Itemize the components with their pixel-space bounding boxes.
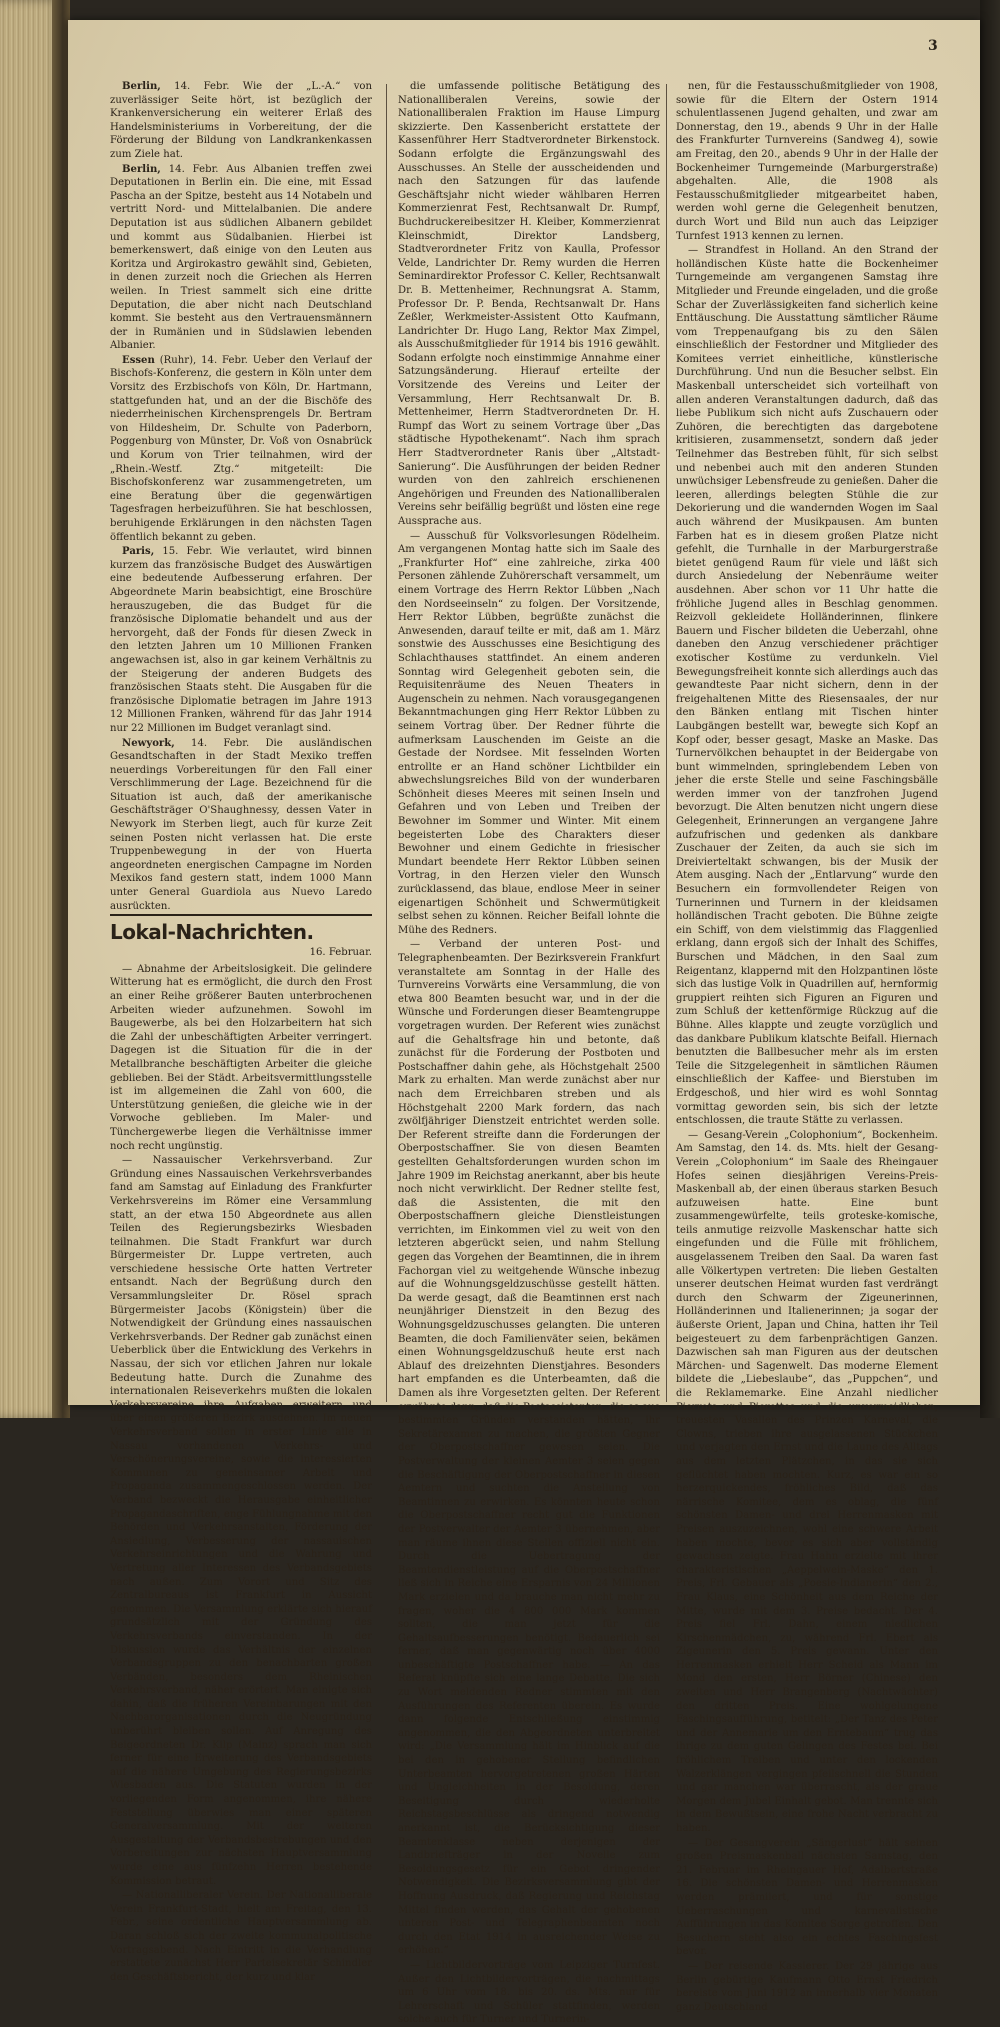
paragraph-text: — Lichtbildervorträge vom Leipziger Turnfest. Außer den Lichtbildervorträgen, die nachmittags um 6 Uhr vom 18. bis 20. ds. Mts. nur für Lehrerschaft und Schüler stattfinden, werden solche auch für Turner und Turnerin- (398, 1959, 660, 2026)
paragraph-text: — Nationalliberaler Verein. Der Nationalliberale Verein Frankfurt-Stadt, hielt am Freitag, den 13. Febr., seine ordentliche Hauptversammlung ab. Daran schloß sich der zweite kommunalpolitische Vortragsabend. Nach Eintritt in die Verhandlung erstattete zunächst Herr Parteisekretär Schindler den Geschäftsbericht, der kurz und klar (110, 1890, 372, 1983)
article-paragraph (110, 963, 372, 1153)
article-paragraph (398, 1959, 660, 2027)
paragraph-text: — Nassauischer Verkehrsverband. Zur Gründung eines Nassauischen Verkehrsverbandes fand am Samstag auf Einladung des Frankfurter Verkehrsvereins im Römer eine Versammlung statt, an der etwa 150 Abgeordnete aus allen Teilen des Regierungsbezirks Wiesbaden teilnahmen. Die Stadt Frankfurt war durch Bürgermeister Dr. Luppe vertreten, auch verschiedene hessische Orte hatten Vertreter entsandt. Nach der Begrüßung durch den Versammlungsleiter Dr. Rösel sprach Bürgermeister Jacobs (Königstein) über die Notwendigkeit der Gründung eines nassauischen Verkehrsverbands. Der Redner gab zunächst einen Ueberblick über die Entwicklung des Verkehrs in Nassau, der sich vor etlichen Jahren nur lokale Bedeutung hatte. Durch die Zunahme des internationalen Reiseverkehrs mußten die lokalen Verkehrsvereine ihre Aufgaben erweitern und über einen größeren Bezirk ausdehnen. Im neuen Verkehrsverband sollen in erster Linie alle in Nassau vorhandenen Verkehrs- und Verschönerungsvereine, sowie die interessierten Kommunen zu gemeinsamer Arbeit und Propaganda zusammengeschlossen werden. Der Verband bezweckt die Herausgabe einheitlicher Propagandaschriften, enge Fühlungnahme mit den Behörden und Verkehrsanstalten, Förderung der Ansiedlung, Verbesserung der nassauischen Verkehrseinrichtungen und die Wahrung und Vertretung aller Interessen des Verbandsgebiets nach außen. Zum Vorort und Sitz des Zentralbureaus ist Frankfurt in Aussicht genommen. Die Versammlung erklärte sich hierauf grundsätzlich mit der Gründung des Verkehrsverbands einverstanden. In der Diskussion wurde das Verhältnis der einzelnen Verbandsgruppen zu den benachbarten großen Verbänden, besonders dem Rheinischen Verkehrsverband, näher erörtert. Man einigte sich dahin, daß die früheren Vereinbarungen mit den Nachbarorganisationen durch die Neugründung unberührt bleiben sollen. Auf Anregung des Beigeordneten Dr. Kilp (Mainz) sprach man sich ferner für eine Erweiterung des Verbandsgebiets auf die nähere Umgebung des Regierungsbezirks Wiesbaden aus. Die Statuten wurden in der vorliegenden Form angenommen, ihre nähere Feststellung überwies man einer späteren Generalversammlung. Mit der weiteren Ausgestaltung der Verbandsbestrebungen und den Vorbereitungen zur nächsten Hauptversammlung wurde eine aus fünfzehn Herren bestehende Kommission betraut. (110, 1155, 372, 1887)
scan-background-edge (980, 0, 1000, 1418)
column-3 (676, 80, 938, 2013)
column-rule-2 (666, 84, 667, 1402)
paragraph-text: — Abnahme der Arbeitslosigkeit. Die gelindere Witterung hat es ermöglicht, die durch den Frost an einer Reihe größerer Bauten unterbrochenen Arbeiten wieder aufzunehmen. Sowohl im Baugewerbe, als bei den Holzarbeitern hat sich die Zahl der unbeschäftigten Arbeiter verringert. Dagegen ist die Situation für die in der Metallbranche beschäftigten Arbeiter die gleiche geblieben. Bei der Städt. Arbeitsvermittlungsstelle ist im allgemeinen die Zahl von 600, die Unterstützung genießen, die gleiche wie in der Vorwoche geblieben. Im Maler- und Tünchergewerbe liegen die Verhältnisse immer noch recht ungünstig. (110, 963, 372, 1152)
article-paragraph (110, 1154, 372, 1888)
article-paragraph (676, 1129, 938, 1836)
paragraph-text: (Ruhr), 14. Febr. Ueber den Verlauf der Bischofs-Konferenz, die gestern in Köln unter dem Vorsitz des Erzbischofs von Köln, Dr. Hartmann, stattgefunden hat, und an der die Bischöfe des niederrheinischen Kirchensprengels Dr. Bertram von Hildesheim, Dr. Schulte von Paderborn, Poggenburg von Münster, Dr. Voß von Osnabrück und Korum von Trier teilnahmen, wird der „Rhein.-Westf. Ztg.“ mitgeteilt: Die Bischofskonferenz war zusammengetreten, um eine Beratung über die gegenwärtigen Tagesfragen herbeizuführen. Sie hat beschlossen, beruhigende Erklärungen in den nächsten Tagen öffentlich bekannt zu geben. (110, 354, 372, 543)
paragraph-text: — Strandfest in Holland. An den Strand der holländischen Küste hatte die Bockenheimer Turngemeinde am vergangenen Samstag ihre Mitglieder und Freunde eingeladen, und die große Schar der Zuverlässigkeiten fand sicherlich keine Enttäuschung. Die Ausstattung sämtlicher Räume vom Treppenaufgang bis zu den Sälen einschließlich der Festordner und Mitglieder des Komitees verriet einheitliche, künstlerische Durchführung. Und nun die Besucher selbst. Ein Maskenball unterscheidet sich vorteilhaft von allen anderen Veranstaltungen dadurch, daß das liebe Publikum sich nicht aufs Zuschauern oder Zuhören, die berechtigten das dargebotene kritisieren, zusammensetzt, sondern daß jeder Teilnehmer das Bestreben fühlt, für sich selbst und nebenbei auch mit den anderen Stunden unwüchsiger Lebensfreude zu genießen. Daher die leeren, allerdings belegten Stühle die zur Dekorierung und die wandernden Wogen im Saal auch während der Musikpausen. Am bunten Farben hat es in diesem großen Platze nicht gefehlt, die Turnhalle in der Marburgerstraße bietet genügend Raum für viele und läßt sich durch Ansiedelung der Nebenräume weiter ausdehnen. Aber schon vor 11 Uhr hatte die fröhliche Jugend alles in Beschlag genommen. Reizvoll gekleidete Holländerinnen, flinkere Bauern und Fischer bildeten die Ueberzahl, ohne daneben den Anzug verschiedener prächtiger exotischer Kostüme zu verdunkeln. Viel Bewegungsfreiheit konnte sich allerdings auch das gewandteste Paar nicht sichern, denn in der freigehaltenen Mitte des Riesensaales, der nur den Bänken entlang mit Tischen hinter Laubgängen bestellt war, bewegte sich Kopf an Kopf oder, besser gesagt, Maske an Maske. Das Turnervölkchen behauptet in der Beidergabe von bunt wimmelnden, springlebendem Leben von jeher die erste Stelle und seine Faschingsbälle werden immer von der tanzfrohen Jugend bevorzugt. Die Alten benutzen nicht ungern diese Gelegenheit, Erinnerungen an vergangene Jahre aufzufrischen und gedenken als dankbare Zuschauer der Zeiten, da auch sie sich im Dreivierteltakt schwangen, bis der Musik der Atem ausging. Nach der „Entlarvung“ wurde den Besuchern ein formvollendeter Reigen von Turnerinnen und Turnern in der kleidsamen holländischen Tracht geboten. Die Bühne zeigte ein Schiff, von dem vielstimmig das Flaggenlied erklang, dann ergoß sich der Inhalt des Schiffes, Burschen und Mädchen, in den Saal zum Reigentanz, klappernd mit den Holzpantinen löste sich das lustige Volk in Quadrillen auf, hernformig gruppiert reihten sich Figuren an Figuren und zum Schluß der kettenförmige Rückzug auf die Bühne. Alles klappte und zeugte vorzüglich und das dankbare Publikum klatschte Beifall. Hiernach benutzten die Ballbesucher mehr als im ersten Teile die Sitzgelegenheit in sämtlichen Räumen einschließlich der Kaffee- und Bierstuben im Erdgeschoß, und hier wird es wohl Sonntag vormittag geworden sein, bis sich der letzte entschlossen, die traute Stätte zu verlassen. (676, 245, 938, 1127)
section-date: 16. Februar. (309, 947, 372, 959)
article-paragraph (110, 737, 372, 914)
article-paragraph (110, 1889, 372, 1984)
dateline: Paris, (122, 546, 155, 558)
dateline: Berlin, (122, 81, 161, 92)
article-paragraph (676, 1960, 938, 2014)
article-paragraph (676, 1837, 938, 1959)
column-1 (110, 80, 372, 1983)
article-paragraph (110, 354, 372, 544)
section-heading: Lokal-Nachrichten. (110, 914, 372, 945)
paragraph-text: 14. Febr. Die ausländischen Gesandtschaften in der Stadt Mexiko treffen neuerdings Vorbereitungen für den Fall einer Verschlimmerung der Lage. Bezeichnend für die Situation ist auch, daß der amerikanische Geschäftsträger O'Shaughnessy, dessen Vater in Newyork im Sterben liegt, auch für kurze Zeit seinen Posten nicht verlassen hat. Die erste Truppenbewegung in der von Huerta angeordneten energischen Campagne im Norden Mexikos fand gestern statt, indem 1000 Mann unter General Guardiola aus Nuevo Laredo ausrückten. (110, 737, 372, 912)
paragraph-text: die umfassende politische Betätigung des Nationalliberalen Vereins, sowie der Nationalliberalen Fraktion im Hause Limpurg skizzierte. Den Kassenbericht erstattete der Kassenführer Herr Stadtverordneter Birkenstock. Sodann erfolgte die Ergänzungswahl des Ausschusses. An Stelle der ausscheidenden und nach den Satzungen für das laufende Geschäftsjahr nicht wieder wählbaren Herren Kommerzienrat Fest, Rechtsanwalt Dr. Rumpf, Buchdruckereibesitzer H. Kleiber, Kommerzienrat Kleinschmidt, Direktor Landsberg, Stadtverordneter Fritz von Kaulla, Professor Velde, Landrichter Dr. Remy wurden die Herren Seminardirektor Professor C. Keller, Rechtsanwalt Dr. B. Mettenheimer, Rechnungsrat A. Stamm, Professor Dr. P. Benda, Rechtsanwalt Dr. Hans Zeßler, Werkmeister-Assistent Otto Kaufmann, Landrichter Dr. Hugo Lang, Rektor Max Zimpel, als Ausschußmitglieder für 1914 bis 1916 gewählt. Sodann erfolgte noch einstimmige Annahme einer Satzungsänderung. Hierauf erteilte der Vorsitzende des Vereins und Leiter der Versammlung, Herr Rechtsanwalt Dr. B. Mettenheimer, Herrn Stadtverordneten Dr. H. Rumpf das Wort zu seinem Vortrage über „Das städtische Hypothekenamt“. Nach ihm sprach Herr Stadtverordneter Ranis über „Altstadt-Sanierung“. Die Ausführungen der beiden Redner wurden von den zahlreich erschienenen Angehörigen und Freunden des Nationalliberalen Vereins sehr beifällig begrüßt und lösten eine rege Aussprache aus. (398, 81, 660, 527)
paragraph-text: — Der reisende Kassierer. Der 29 jährige aus Berlin gebürtige Kaufmann Otto Ernst Friedrich bereiste vom Juni 1912 an innerhalb vier Monaten ganz Deutschland (676, 1960, 938, 2013)
article-paragraph (398, 530, 660, 938)
newspaper-page (68, 20, 980, 2026)
article-paragraph (398, 938, 660, 1958)
article-paragraph (676, 80, 938, 243)
article-paragraph (676, 244, 938, 1128)
dateline: Essen (122, 354, 155, 366)
paragraph-text: — Ausschuß für Volksvorlesungen Rödelheim. Am vergangenen Montag hatte sich im Saale des „Frankfurter Hof“ eine zahlreiche, zirka 400 Personen zählende Zuhörerschaft versammelt, um einem Vortrage des Herrn Rektor Lübben „Nach den Nordseeinseln“ zu folgen. Der Vorsitzende, Herr Rektor Lübben, begrüßte zunächst die Anwesenden, darauf teilte er mit, daß am 1. März sonstwie des Ausschusses eine Besichtigung des Schlachthauses stattfindet. An einem anderen Sonntag wird Gelegenheit geboten sein, die Requisitenräume des Neuen Theaters in Augenschein zu nehmen. Nach vorausgegangenen Bekanntmachungen ging Herr Rektor Lübben zu seinem Vortrag über. Der Redner führte die aufmerksam Lauschenden im Geiste an die Gestade der Nordsee. Mit fesselnden Worten entrollte er an Hand schöner Lichtbilder ein abwechslungsreiches Bild von der wunderbaren Schönheit dieses Meeres mit seinen Inseln und Gefahren und von Leben und Treiben der Bewohner im Sommer und Winter. Mit einem begeisterten Lobe des Charakters dieser Bewohner und einem Gedichte in friesischer Mundart beendete Herr Rektor Lübben seinen Vortrag, in den Herzen vieler den Wunsch zurücklassend, das blaue, endlose Meer in seiner eigenartigen Schönheit und Schwermütigkeit selbst sehen zu können. Reicher Beifall lohnte die Mühe des Redners. (398, 530, 660, 936)
article-paragraph (110, 80, 372, 162)
column-2 (398, 80, 660, 2026)
dateline: Berlin, (122, 163, 161, 175)
column-rule-1 (386, 84, 387, 1402)
article-paragraph (110, 163, 372, 353)
paragraph-text: — Gesang-Verein „Colophonium“, Bockenheim. Am Samstag, den 14. ds. Mts. hielt der Gesang-Verein „Colophonium“ im Saale des Rheingauer Hofes seinen diesjährigen Vereins-Preis-Maskenball ab, der einen überaus starken Besuch aufzuweisen hatte. Eine bunt zusammengewürfelte, teils groteske-komische, teils anmutige reizvolle Maskenschar hatte sich eingefunden und die Fülle mit fröhlichem, ausgelassenem Treiben den Saal. Da waren fast alle Völkertypen vertreten: Die lieben Gestalten unserer deutschen Heimat wurden fast verdrängt durch den Schwarm der Zigeunerinnen, Holländerinnen und Italienerinnen; ja sogar der äußerste Orient, Japan und China, hatten ihr Teil beigesteuert zu dem farbenprächtigen Ganzen. Dazwischen sah man Figuren aus der deutschen Märchen- und Sagenwelt. Das moderne Element bildete die „Liebeslaube“, das „Puppchen“, und die Reklamemarke. Eine Anzahl niedlicher Pierrots und Pierettes und die unvermeidlichen, treuesten Vasallen des Prinzen Karneval, die Clowns, trieben ihre ausgelassenen Stückchen und verjagten den Ernst und die Laune des Alltags aus dem letzten Plätzchen, in das sie sich geflüchtet haben mochten. Kurz, es war ein so herzerquickendes, fröhliches Bild, daß das närrische Komitee, dem es oblag, die fünf schönsten Damen- und drei Herrenmasken mit Preisen auszuzeichnen, wohl eine schwere Arbeit haben mochte, bevor es sich aber vollständig gewachsen zeigte. Frau Hahn erzielte mit ihrer charakteristischen „Aeppelwein-Maske“ den 1. Preis, Frl. Gebauer als „Poesie-Indianerin“ den 2., Frau Klaus, eine Schönheit aus dem Reiche der Mitte, wurde mit dem 3. Preise bedacht. Der 4. Preis fiel Frl. Dahn, einem niedlichen Kirschenmädchen, zu, während Frl. Ebert als Zigeunerin den 5. Preis gewann. Unter den Herrenmasken erhielt Herr Scheid als Mann im Mond den ersten, Herr Börner (Chinese) den zweiten und Herr Brangenberg (Nachtwächter) den dritten Preis. Eine wohlgelungene Faschingsaufführung, betitelt: „Der Tanz des Peter und der Annemarie um den Erntebaum“ trug das ihrige zu dem guten Gelingen des Festes bei. Bei fröhlichem Treiben und unter den lockenden Walzerklängen vergingen pfeilschnell die Stunden und gar manchen war überrascht, als der graue Morgen dem Jubel Einhalt gebot. Man trennte sich in dem Bewußtsein, eine frohe Nacht verbracht zu haben. (676, 1129, 938, 1834)
article-paragraph (398, 80, 660, 529)
paragraph-text: — Der Gesangverein „Sängerlust“ hält seinen großen Preismaskenball nächsten Samstag, den 21. Februar im Rheingauer Hof, Adalbertstraße 16. Die schönsten Damen- und Herrenmasken werden prämiiert, und für sonstige Ueberraschungen und karnevalistische Aufführungen in das Komitee Sorge getroffen. Den Besuchern steht also ein echtes Faschingsfest bevor. (676, 1837, 938, 1958)
paragraph-text: nen, für die Festausschußmitglieder von 1908, sowie für die Eltern der Ostern 1914 schulentlassenen Jugend gehalten, und zwar am Donnerstag, den 19., abends 9 Uhr in der Halle des Frankfurter Turnvereins (Sandweg 4), sowie am Freitag, den 20., abends 9 Uhr in der Halle der Bockenheimer Turngemeinde (Marburgerstraße) abgehalten. Alle, die 1908 als Festausschußmitglieder mitgearbeitet haben, werden wohl gerne die Gelegenheit benutzen, durch Wort und Bild nun auch das Leipziger Turnfest 1913 kennen zu lernen. (676, 81, 938, 242)
page-number: 3 (928, 38, 938, 54)
paragraph-text: 14. Febr. Wie der „L.-A.“ von zuverlässiger Seite hört, ist bezüglich der Krankenversicherung ein weiterer Erlaß des Handelsministeriums in Vorbereitung, der die Förderung der Bildung von Landkrankenkassen zum Ziele hat. (110, 81, 372, 160)
dateline: Newyork, (122, 737, 175, 749)
paragraph-text: 14. Febr. Aus Albanien treffen zwei Deputationen in Berlin ein. Die eine, mit Essad Pascha an der Spitze, besteht aus 14 Notabeln und vertritt Nord- und Mittelalbanien. Die andere Deputation ist aus südlichen Albanern gebildet und kommt aus Südalbanien. Hierbei ist bemerkenswert, daß einige von den Leuten aus Koritza und Argirokastro gewählt sind, Gebieten, in denen zurzeit noch die Griechen als Herren weilen. In Triest sammelt sich eine dritte Deputation, die aber nicht nach Deutschland kommt. Sie besteht aus den Vertrauensmännern der in Rumänien und in Südslawien lebenden Albanier. (110, 163, 372, 352)
paragraph-text: — Verband der unteren Post- und Telegraphenbeamten. Der Bezirksverein Frankfurt veranstaltete am Sonntag in der Halle des Turnvereins Vorwärts eine Versammlung, die von etwa 800 Beamten besucht war, und in der die Wünsche und Forderungen dieser Beamtengruppe vorgetragen wurden. Der Referent wies zunächst auf die Gehaltsfrage hin und betonte, daß zunächst für die Forderung der Postboten und Postschaffner dahin gehe, als Höchstgehalt 2500 Mark zu erhalten. Man werde zunächst aber nur nach dem Erreichbaren streben und als Höchstgehalt 2200 Mark fordern, das nach zwölfjähriger Dienstzeit entrichtet werden solle. Der Referent streifte dann die Forderungen der Oberpostschaffner. Sie von diesen Beamten gestellten Gehaltsforderungen wurden schon im Jahre 1909 im Reichstag anerkannt, aber bis heute noch nicht verwirklicht. Der Redner stellte fest, daß die Assistenten, die mit den Oberpostschaffnern gleiche Dienstleistungen verrichten, im Einkommen viel zu weit von den letzteren abgerückt seien, und nahm Stellung gegen das Vorgehen der Beamtinnen, die in ihrem Fachorgan viel zu weitgehende Wünsche inbezug auf die Wohnungsgeldzuschüsse gestellt hätten. Da werde gesagt, daß die Beamtinnen erst nach neunjähriger Dienstzeit in den Bezug des Wohnungsgeldzuschusses gelangten. Die unteren Beamten, die doch Familienväter seien, bekämen einen Wohnungsgeldzuschuß heute erst nach Ablauf des dreizehnten Dienstjahres. Besonders hart empfanden es die Unterbeamten, daß die Damen als ihre Vorgesetzten gelten. Der Referent erwähnte dann, daß die Postassistenten, die es aus bestimmten Gründen verstanden hätten, ihr Sekretärexamen zu machen, die größten Gegner der Oberpostschaffner gewesen seien. Die Postverwaltung der kleinen Aemter 3 seien gegen die Beschäftigung der Oberpostschaffner in diesen Aemtern und suchten die Anstellung von Beamtinnen zu erwirken. Es könnten heute schon die Oberpostschaffner recht gut die Funktionen der Postverwalter der Aemter 3 übernehmen, aber man räume ihnen diese Stellen offiziell nicht ein. Durch die Uebertragung der Beamtendienstleistung auf die Oberpostschaffner ließ sich in Reiche eine Ersparnis von 24 Millionen Mark erzielen und da brauche man nicht mehr zu fragen, woher die 4 800 000 Mark kommen sollten, die man jetzt für die Gehaltsaufbesserungen benötigt. Bedauerlich sei ferner, daß man gegenwärtig noch über 4000 unbeschäftigte Postschaffner habe. — An das Referat knüpfte sich eine lange Debatte. Die sich zu Wort meldenden Redner stimmten mit den Ausführungen des Referenten überein. Es wurde dann folgende Entschließung einstimmig angenommen, die den Abgeordneten unterbreitet wird: „Die Versammlung hält im Hinblick auf die bei den in gehobener Stellung befindlichen Unterbeamten hervorgetretenen großen Härten und Ungleichheiten in der Besoldung, deren Beseitigung durch wiederholte Reichstagsbeschlüsse als dringend notwendig anerkannt ist, die Berücksichtigung dieser Beamtenklasse neben derjenigen der Landbriefträger in der Novelle zum Besoldungsgesetz für ein Gebot dringender Notwendigkeit. Die Bezirksversammlung gibt der Hoffnung Ausdruck, daß Regierung und Reichstag Mittel finden werden, das Gehalt der gehobenen unteren Post- und Telegraphenbeamten noch durch den Etat 1914 in ausreichender Weise zu erhöhen.“ (398, 939, 660, 1957)
paragraph-text: 15. Febr. Wie verlautet, wird binnen kurzem das französische Budget des Auswärtigen eine bedeutende Aufbesserung erfahren. Der Abgeordnete Marin beabsichtigt, eine Broschüre herauszugeben, die das Budget für die französische Diplomatie behandelt und aus der hervorgeht, daß der Fonds für diesen Zweck in den letzten Jahren um 10 Millionen Franken angewachsen ist, also in gar keinem Verhältnis zu der Steigerung der anderen Budgets des französischen Staats steht. Die Ausgaben für die französische Diplomatie betragen im Jahre 1913 12 Millionen Franken, während für das Jahr 1914 nur 22 Millionen im Budget veranlagt sind. (110, 546, 372, 734)
article-paragraph (110, 545, 372, 735)
